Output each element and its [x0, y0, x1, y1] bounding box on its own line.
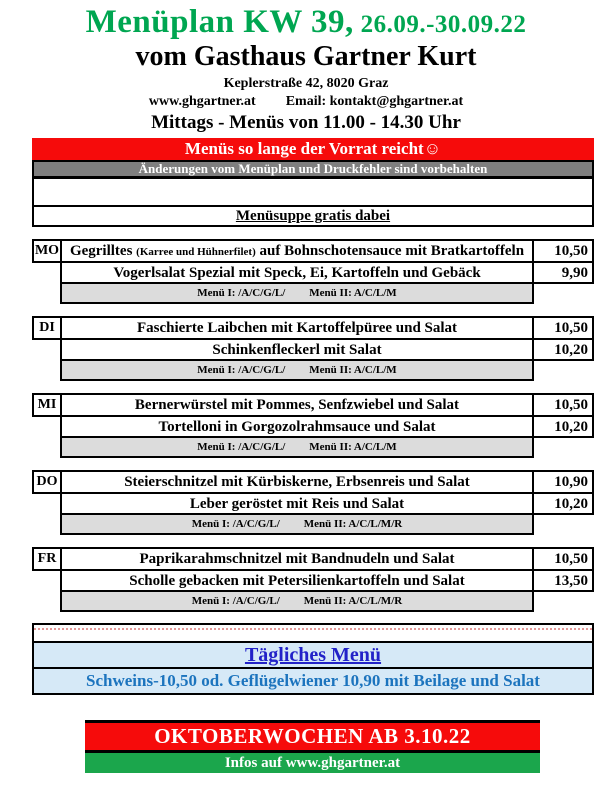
- allergen-menu2: Menü II: A/C/L/M: [309, 364, 397, 377]
- free-soup-text: Menüsuppe gratis dabei: [235, 208, 391, 225]
- row-spacer: [534, 359, 594, 381]
- day-label: MI: [32, 393, 62, 417]
- stock-notice-text: Menüs so lange der Vorrat reicht: [184, 139, 424, 159]
- meal-row: [32, 492, 594, 515]
- meal-price: 10,50: [532, 239, 594, 263]
- allergen-menu1: Menü I: /A/C/G/L/: [191, 595, 280, 608]
- header: [0, 0, 612, 134]
- meal-row: [32, 569, 594, 592]
- day-block-fr: [32, 547, 594, 612]
- meal-price: 10,50: [532, 547, 594, 571]
- row-spacer: [32, 282, 60, 304]
- allergen-menu1: Menü I: /A/C/G/L/: [191, 518, 280, 531]
- allergen-menu2: Menü II: A/C/L/M: [309, 287, 397, 300]
- row-spacer: [32, 338, 60, 361]
- free-soup-banner: [32, 205, 594, 227]
- day-label: DO: [32, 470, 62, 494]
- meal-price: 10,20: [532, 338, 594, 361]
- changes-notice-banner: Änderungen vom Menüplan und Druckfehler sind vorbehalten: [32, 160, 594, 178]
- info-banner: Infos auf www.ghgartner.at: [85, 753, 540, 773]
- meal-price: 10,50: [532, 393, 594, 417]
- day-block-do: [32, 470, 594, 535]
- page-title: [0, 5, 612, 41]
- meal-row: [32, 470, 594, 494]
- day-block-mo: [32, 239, 594, 304]
- row-spacer: [32, 261, 60, 284]
- meal-price: 10,20: [532, 492, 594, 515]
- row-spacer: [534, 590, 594, 612]
- day-label: MO: [32, 239, 62, 263]
- day-block-mi: [32, 393, 594, 458]
- allergen-menu1: Menü I: /A/C/G/L/: [197, 287, 286, 300]
- allergen-row: [32, 513, 594, 535]
- allergen-info: [60, 359, 534, 381]
- row-spacer: [32, 590, 60, 612]
- meal-row: [32, 239, 594, 263]
- row-spacer: [32, 359, 60, 381]
- allergen-menu1: Menü I: /A/C/G/L/: [197, 364, 286, 377]
- allergen-menu2: Menü II: A/C/L/M/R: [303, 518, 403, 531]
- restaurant-name: vom Gasthaus Gartner Kurt: [135, 40, 477, 72]
- allergen-menu2: Menü II: A/C/L/M: [309, 441, 397, 454]
- meal-row: [32, 547, 594, 571]
- meal-item: [60, 239, 534, 263]
- row-spacer: [534, 282, 594, 304]
- daily-menu-description: Schweins-10,50 od. Geflügelwiener 10,90 mit Beilage und Salat: [34, 669, 592, 693]
- smiley-icon: ☺: [423, 139, 442, 159]
- stock-notice-banner: [32, 138, 594, 160]
- meal-price: 9,90: [532, 261, 594, 284]
- allergen-info: [60, 590, 534, 612]
- meal-text-small: (Karree und Hühnerfilet): [136, 246, 256, 259]
- meal-item: Tortelloni in Gorgozolrahmsauce und Salat: [60, 415, 534, 438]
- website-url: www.ghgartner.at: [148, 94, 256, 110]
- daily-menu-title-row: [34, 641, 592, 669]
- opening-hours: Mittags - Menüs von 11.00 - 14.30 Uhr: [151, 112, 461, 134]
- daily-menu-title: Tägliches Menü: [244, 644, 382, 667]
- allergen-row: [32, 436, 594, 458]
- meal-item: Paprikarahmschnitzel mit Bandnudeln und Salat: [60, 547, 534, 571]
- meal-price: 10,90: [532, 470, 594, 494]
- meal-item: Bernerwürstel mit Pommes, Senfzwiebel und Salat: [60, 393, 534, 417]
- footer-banners: [85, 720, 540, 773]
- meal-price: 10,50: [532, 316, 594, 340]
- address: Keplerstraße 42, 8020 Graz: [223, 76, 389, 92]
- row-spacer: [32, 569, 60, 592]
- meal-row: [32, 261, 594, 284]
- day-label: FR: [32, 547, 62, 571]
- allergen-info: [60, 282, 534, 304]
- allergen-row: [32, 282, 594, 304]
- page-title-date: 26.09.-30.09.22: [353, 11, 527, 38]
- daily-menu-box: [32, 623, 594, 695]
- row-spacer: [32, 415, 60, 438]
- row-spacer: [32, 492, 60, 515]
- empty-row: [32, 177, 594, 207]
- meal-text: Gegrilltes: [69, 243, 137, 260]
- allergen-info: [60, 513, 534, 535]
- meal-row: [32, 338, 594, 361]
- meal-item: Scholle gebacken mit Petersilienkartoffeln und Salat: [60, 569, 534, 592]
- row-spacer: [534, 436, 594, 458]
- meal-price: 10,20: [532, 415, 594, 438]
- allergen-row: [32, 359, 594, 381]
- row-spacer: [534, 513, 594, 535]
- day-label: DI: [32, 316, 62, 340]
- promo-banner: OKTOBERWOCHEN AB 3.10.22: [85, 720, 540, 753]
- meal-item: Faschierte Laibchen mit Kartoffelpüree und Salat: [60, 316, 534, 340]
- allergen-menu1: Menü I: /A/C/G/L/: [197, 441, 286, 454]
- meal-row: [32, 316, 594, 340]
- day-block-di: [32, 316, 594, 381]
- email-address: Email: kontakt@ghgartner.at: [285, 94, 464, 110]
- row-spacer: [32, 513, 60, 535]
- contact-line: [0, 94, 612, 110]
- menu-content: [32, 138, 594, 695]
- meal-row: [32, 393, 594, 417]
- meal-item: Vogerlsalat Spezial mit Speck, Ei, Kartoffeln und Gebäck: [60, 261, 534, 284]
- meal-item: Steierschnitzel mit Kürbiskerne, Erbsenreis und Salat: [60, 470, 534, 494]
- meal-text: auf Bohnschotensauce mit Bratkartoffeln: [255, 243, 525, 260]
- meal-row: [32, 415, 594, 438]
- row-spacer: [32, 436, 60, 458]
- empty-row: [34, 630, 592, 641]
- allergen-row: [32, 590, 594, 612]
- allergen-info: [60, 436, 534, 458]
- meal-price: 13,50: [532, 569, 594, 592]
- meal-item: Leber geröstet mit Reis und Salat: [60, 492, 534, 515]
- allergen-menu2: Menü II: A/C/L/M/R: [303, 595, 403, 608]
- meal-item: Schinkenfleckerl mit Salat: [60, 338, 534, 361]
- page-title-main: Menüplan KW 39,: [85, 4, 354, 40]
